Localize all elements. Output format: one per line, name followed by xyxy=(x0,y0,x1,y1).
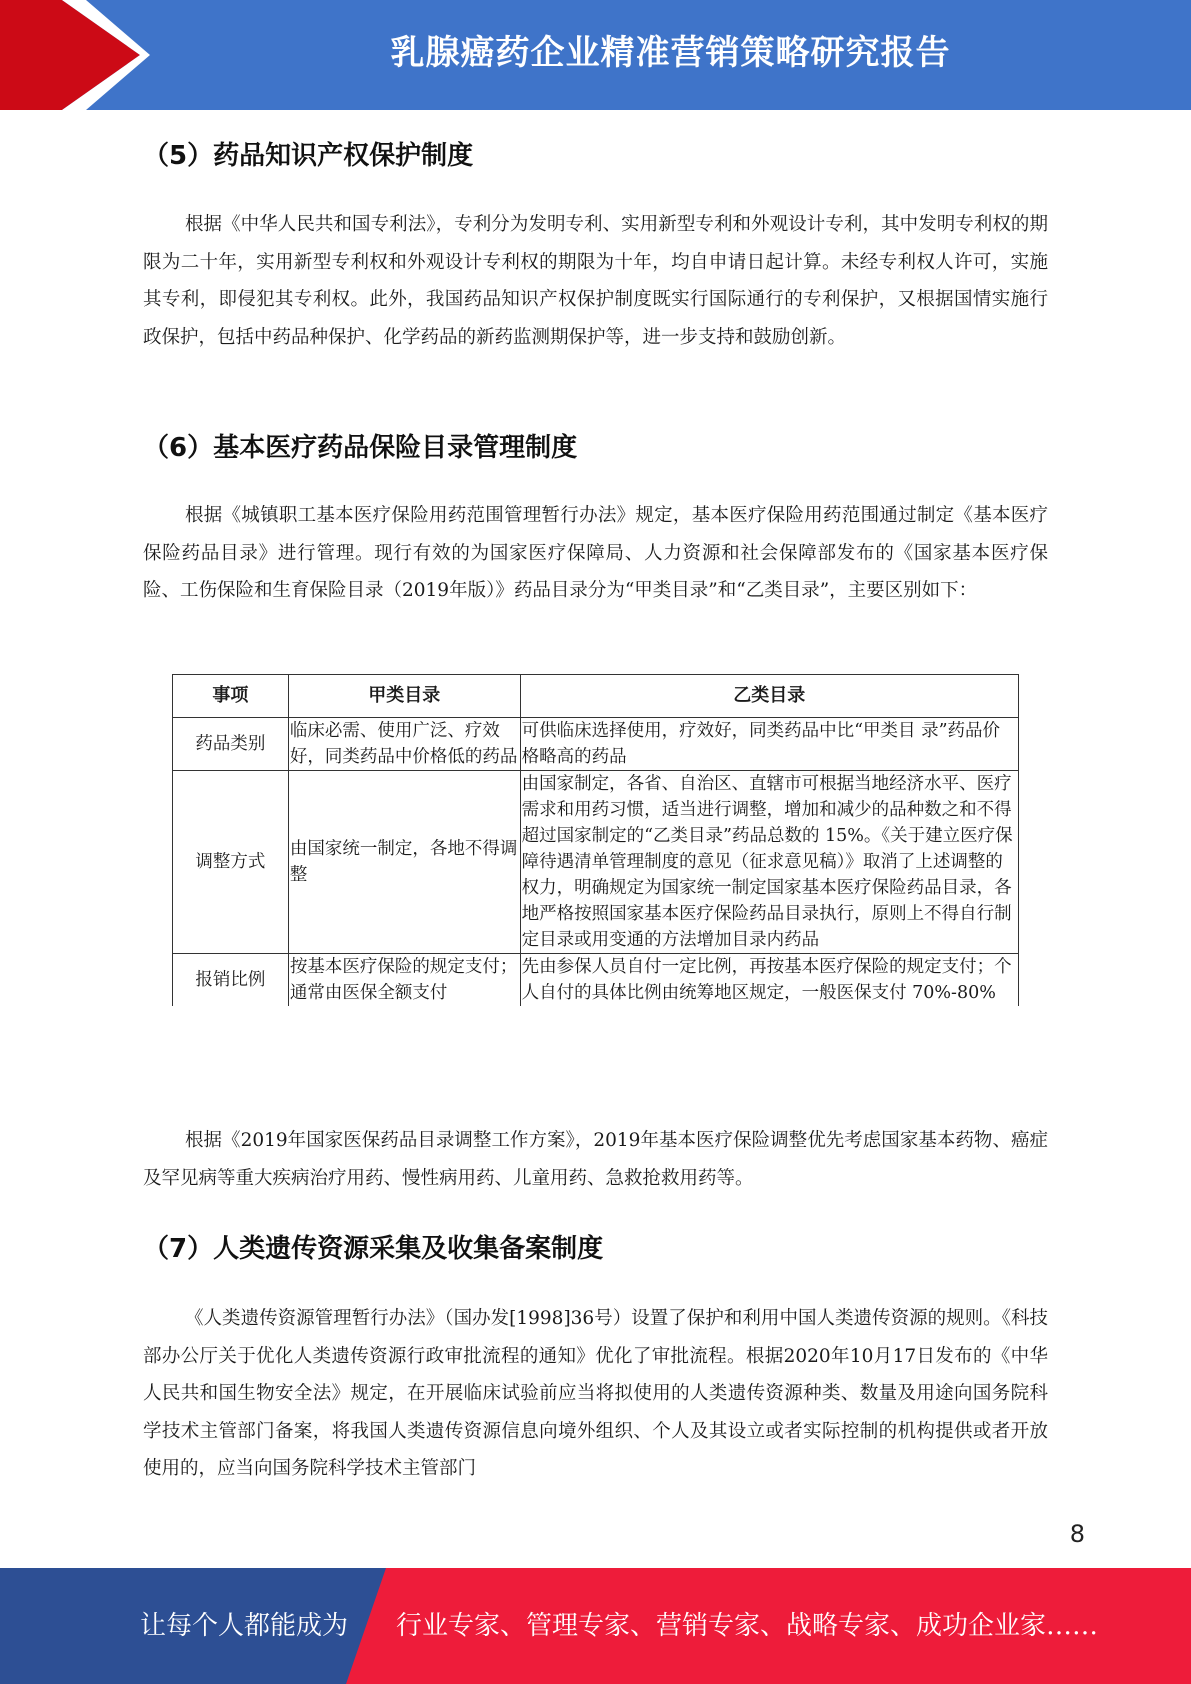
table-header-cell: 事项 xyxy=(173,675,289,718)
section-5-heading: （5）药品知识产权保护制度 xyxy=(143,141,474,171)
table-cell-item: 调整方式 xyxy=(173,771,289,954)
table-cell-class-b: 先由参保人员自付一定比例，再按基本医疗保险的规定支付；个人自付的具体比例由统筹地区规定，一般医保支付 70%-80% xyxy=(520,954,1018,1007)
table-cell-class-a: 临床必需、使用广泛、疗效好，同类药品中价格低的药品 xyxy=(288,718,520,771)
table-header-cell: 乙类目录 xyxy=(520,675,1018,718)
table-cell-class-a: 按基本医疗保险的规定支付；通常由医保全额支付 xyxy=(288,954,520,1007)
page-number: 8 xyxy=(1069,1520,1085,1548)
section-7-paragraph: 《人类遗传资源管理暂行办法》（国办发[1998]36号）设置了保护和利用中国人类遗传资源的规则。《科技部办公厅关于优化人类遗传资源行政审批流程的通知》优化了审批流程。根据2020年10月17日发布的《中华人民共和国生物安全法》规定，在开展临床试验前应当将拟使用的人类遗传资源种类、数量及用途向国务院科学技术主管部门备案，将我国人类遗传资源信息向境外组织、个人及其设立或者实际控制的机构提供或者开放使用的，应当向国务院科学技术主管部门 xyxy=(143,1308,1048,1479)
section-5-paragraph: 根据《中华人民共和国专利法》，专利分为发明专利、实用新型专利和外观设计专利，其中发明专利权的期限为二十年，实用新型专利权和外观设计专利权的期限为十年，均自申请日起计算。未经专利权人许可，实施其专利，即侵犯其专利权。此外，我国药品知识产权保护制度既实行国际通行的专利保护，又根据国情实施行政保护，包括中药品种保护、化学药品的新药监测期保护等，进一步支持和鼓励创新。 xyxy=(143,214,1048,348)
section-6-heading: （6）基本医疗药品保险目录管理制度 xyxy=(143,433,578,463)
report-title: 乳腺癌药企业精准营销策略研究报告 xyxy=(390,33,951,73)
drug-catalog-comparison-table xyxy=(172,674,1019,1006)
page-header xyxy=(0,0,1191,110)
table-cell-class-a: 由国家统一制定，各地不得调整 xyxy=(288,771,520,954)
table-cell-item: 药品类别 xyxy=(173,718,289,771)
table-header-cell: 甲类目录 xyxy=(288,675,520,718)
section-7-heading: （7）人类遗传资源采集及收集备案制度 xyxy=(143,1234,604,1264)
table-header-row xyxy=(173,675,1019,718)
table-cell-class-b: 可供临床选择使用，疗效好，同类药品中比“甲类目 录”药品价格略高的药品 xyxy=(520,718,1018,771)
table-row xyxy=(173,771,1019,954)
section-6-paragraph: 根据《城镇职工基本医疗保险用药范围管理暂行办法》规定，基本医疗保险用药范围通过制定《基本医疗保险药品目录》进行管理。现行有效的为国家医疗保障局、人力资源和社会保障部发布的《国家基本医疗保险、工伤保险和生育保险目录（2019年版）》药品目录分为“甲类目录”和“乙类目录”，主要区别如下： xyxy=(143,505,1048,601)
table-cell-item: 报销比例 xyxy=(173,954,289,1007)
footer-slogan-right: 行业专家、管理专家、营销专家、战略专家、成功企业家…… xyxy=(396,1611,1099,1641)
table-row xyxy=(173,954,1019,1007)
table-row xyxy=(173,718,1019,771)
page-footer xyxy=(0,1568,1191,1684)
table-cell-class-b: 由国家制定，各省、自治区、直辖市可根据当地经济水平、医疗需求和用药习惯，适当进行调整，增加和减少的品种数之和不得超过国家制定的“乙类目录”药品总数的 15%。《关于建立医疗保障待遇清单管理制度的意见（征求意见稿）》取消了上述调整的权力，明确规定为国家统一制定国家基本医疗保险药品目录，各地严格按照国家基本医疗保险药品目录执行，原则上不得自行制定目录或用变通的方法增加目录内药品 xyxy=(520,771,1018,954)
footer-slogan-left: 让每个人都能成为 xyxy=(140,1611,349,1641)
section-6-paragraph-2: 根据《2019年国家医保药品目录调整工作方案》，2019年基本医疗保险调整优先考虑国家基本药物、癌症及罕见病等重大疾病治疗用药、慢性病用药、儿童用药、急救抢救用药等。 xyxy=(143,1130,1048,1189)
